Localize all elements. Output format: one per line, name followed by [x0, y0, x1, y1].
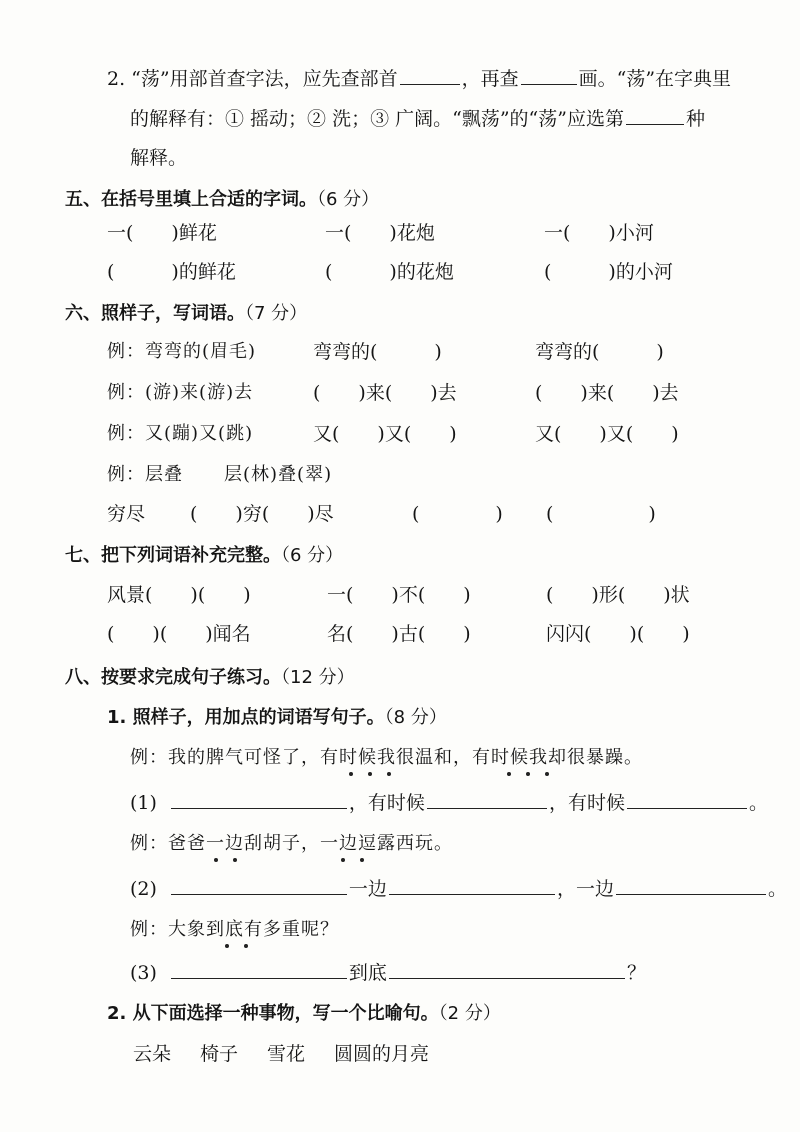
sentence-2-blank-a[interactable] [171, 874, 347, 895]
emphasis-dot [545, 772, 549, 776]
sec6-example-4-answer: 层(林)叠(翠) [224, 464, 333, 485]
sec7-r1-c2[interactable]: 一( )不( ) [327, 584, 471, 606]
choice-snowflake: 雪花 [267, 1043, 306, 1065]
sec5-r1-c1[interactable]: 一( )鲜花 [107, 222, 217, 244]
meaning-choice-blank[interactable] [626, 104, 684, 125]
emphasis-dot [341, 858, 345, 862]
sec6-ex5-c[interactable]: ( ) [546, 503, 656, 525]
section-8-title: 八、按要求完成句子练习。 [65, 667, 281, 688]
sec6-word-qiongjin: 穷尽 [107, 503, 146, 525]
sec6-ex5-a[interactable]: ( )穷( )尽 [190, 503, 334, 525]
q4-2-text-b: ，再查 [461, 68, 519, 90]
sentence-1-blank-c[interactable] [627, 788, 747, 809]
sec8-sub2-score: （2 分） [438, 1003, 501, 1024]
sec8-example-3: 例：大象到底有多重呢？ [130, 919, 339, 940]
section-7-score: （6 分） [281, 545, 344, 566]
sentence-2-blank-b[interactable] [389, 874, 555, 895]
sec5-r2-c3[interactable]: ( )的小河 [544, 261, 673, 283]
section-6-heading [65, 300, 307, 328]
sec8-sentence-1 [130, 788, 768, 817]
emphasis-dot [349, 772, 353, 776]
sec6-example-1: 例：弯弯的(眉毛) [107, 341, 257, 362]
sentence-2-label: (2) [130, 878, 157, 900]
sentence-3-end: ？ [626, 962, 646, 984]
stroke-count-blank[interactable] [521, 64, 577, 85]
section-5-score: （6 分） [317, 189, 380, 210]
sec6-ex3-b[interactable]: 又( )又( ) [535, 423, 679, 445]
sec6-example-4: 例：层叠 [107, 464, 183, 485]
section-5-title: 五、在括号里填上合适的字词。 [65, 189, 317, 210]
sec8-sub1-title: 1. 照样子，用加点的词语写句子。 [107, 707, 385, 728]
sentence-1-part-c: ，有时候 [548, 792, 625, 814]
sec7-r2-c2[interactable]: 名( )古( ) [327, 623, 471, 645]
section-7-heading [65, 542, 343, 570]
sec8-sub1-heading [107, 704, 447, 732]
q4-2-text-e: 种 [685, 108, 705, 130]
sec5-r2-c1[interactable]: ( )的鲜花 [107, 261, 236, 283]
sentence-3-label: (3) [130, 962, 157, 984]
section-5-heading [65, 186, 379, 214]
sentence-1-end: 。 [748, 792, 768, 814]
sentence-2-blank-c[interactable] [616, 874, 766, 895]
sec8-sub1-score: （8 分） [384, 707, 447, 728]
sentence-1-blank-a[interactable] [171, 788, 347, 809]
sec6-ex2-b[interactable]: ( )来( )去 [535, 382, 679, 404]
choice-chair: 椅子 [200, 1043, 239, 1065]
emphasis-dot [360, 858, 364, 862]
sec6-example-2: 例：(游)来(游)去 [107, 382, 254, 403]
sec7-r1-c3[interactable]: ( )形( )状 [546, 584, 690, 606]
choice-round-moon: 圆圆的月亮 [334, 1043, 430, 1065]
emphasis-dot [387, 772, 391, 776]
sec7-r2-c1[interactable]: ( )( )闻名 [107, 623, 251, 645]
emphasis-dot [225, 944, 229, 948]
sentence-3-part-b: 到底 [348, 962, 387, 984]
sec7-r2-c3[interactable]: 闪闪( )( ) [546, 623, 690, 645]
q4-2-line2 [130, 104, 705, 133]
sec6-ex1-a[interactable]: 弯弯的( ) [313, 341, 442, 363]
sec5-r1-c3[interactable]: 一( )小河 [544, 222, 654, 244]
choice-cloud: 云朵 [133, 1043, 172, 1065]
sec8-sub2-heading [107, 1000, 501, 1028]
sec7-r1-c1[interactable]: 风景( )( ) [107, 584, 251, 606]
radical-blank[interactable] [400, 64, 460, 85]
sec6-example-3: 例：又(蹦)又(跳) [107, 423, 254, 444]
sec6-ex5-b[interactable]: ( ) [412, 503, 503, 525]
section-6-title: 六、照样子，写词语。 [65, 303, 245, 324]
section-6-score: （7 分） [245, 303, 308, 324]
sentence-2-part-c: ，一边 [556, 878, 614, 900]
sentence-1-part-b: ，有时候 [348, 792, 425, 814]
emphasis-dot [244, 944, 248, 948]
sentence-1-blank-b[interactable] [427, 788, 547, 809]
section-8-heading [65, 664, 355, 692]
sentence-2-end: 。 [767, 878, 787, 900]
sec5-r1-c2[interactable]: 一( )花炮 [325, 222, 435, 244]
sentence-1-label: (1) [130, 792, 157, 814]
q4-2-line3: 解释。 [130, 147, 188, 169]
emphasis-dot [507, 772, 511, 776]
q4-2-text-d: 的解释有：① 摇动；② 洗；③ 广阔。“飘荡”的“荡”应选第 [130, 108, 624, 130]
emphasis-dot [368, 772, 372, 776]
emphasis-dot [214, 858, 218, 862]
sec8-sentence-2 [130, 874, 787, 903]
sec8-sentence-3 [130, 958, 646, 987]
sec6-ex3-a[interactable]: 又( )又( ) [313, 423, 457, 445]
sec8-example-2: 例：爸爸一边刮胡子，一边逗露西玩。 [130, 833, 453, 854]
sentence-2-part-b: 一边 [348, 878, 387, 900]
q4-2-text-a: 2. “荡”用部首查字法，应先查部首 [107, 68, 398, 90]
q4-2-text-c: 画。“荡”在字典里 [578, 68, 732, 90]
emphasis-dot [526, 772, 530, 776]
sentence-3-blank-b[interactable] [389, 958, 625, 979]
q4-2-line1 [107, 64, 731, 93]
sec8-sub2-title: 2. 从下面选择一种事物，写一个比喻句。 [107, 1003, 439, 1024]
sec8-example-1: 例：我的脾气可怪了，有时候我很温和，有时候我却很暴躁。 [130, 747, 643, 768]
section-7-title: 七、把下列词语补充完整。 [65, 545, 281, 566]
sec6-ex2-a[interactable]: ( )来( )去 [313, 382, 457, 404]
section-8-score: （12 分） [281, 667, 355, 688]
emphasis-dot [233, 858, 237, 862]
sec5-r2-c2[interactable]: ( )的花炮 [325, 261, 454, 283]
sec6-ex1-b[interactable]: 弯弯的( ) [535, 341, 664, 363]
sentence-3-blank-a[interactable] [171, 958, 347, 979]
